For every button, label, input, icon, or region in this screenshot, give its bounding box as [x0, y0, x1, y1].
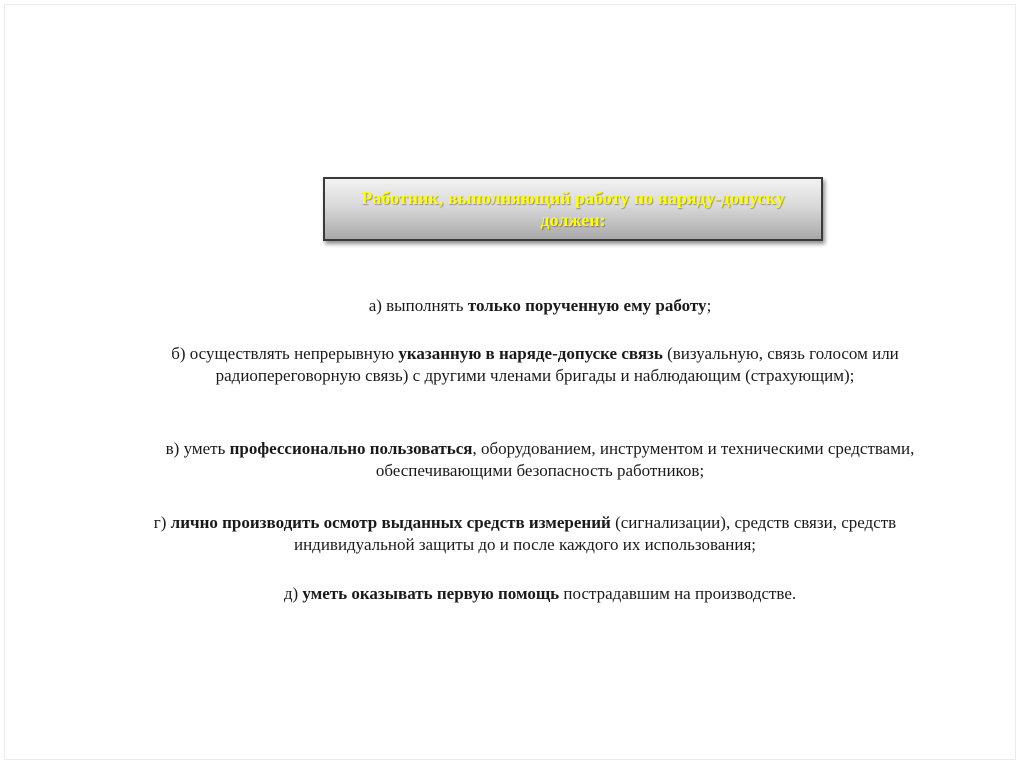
item-e-bold: уметь оказывать первую помощь	[302, 584, 560, 603]
list-item-c	[130, 438, 920, 482]
item-c-text: в) уметь	[165, 439, 230, 458]
list-item-b	[130, 343, 920, 387]
item-b-text: б) осуществлять непрерывную	[171, 344, 399, 363]
list-item-e	[130, 583, 920, 605]
list-item-d	[130, 512, 920, 556]
item-c-tail: , оборудованием, инструментом и техническими средствами, обеспечивающими безопасность работников;	[375, 439, 915, 480]
title-box	[323, 177, 823, 241]
item-d-tail: (сигнализации), средств связи, средств индивидуальной защиты до и после каждого их использования;	[293, 513, 897, 554]
item-d-bold: лично производить осмотр выданных средств измерений	[170, 513, 611, 532]
item-b-bold: указанную в наряде-допуске связь	[398, 344, 663, 363]
list-item-a	[130, 295, 920, 317]
item-c-bold: профессионально пользоваться	[229, 439, 473, 458]
item-e-tail: пострадавшим на производстве.	[559, 584, 797, 603]
item-d-text: г)	[153, 513, 171, 532]
item-a-tail: ;	[706, 296, 712, 315]
item-a-bold: только порученную ему работу	[467, 296, 707, 315]
slide-title: Работник, выполняющий работу по наряду-допуску должен:	[361, 188, 785, 230]
item-b-tail: (визуальную, связь голосом или радиопереговорную связь) с другими членами бригады и наблюдающим (страхующим);	[215, 344, 899, 385]
item-a-text: а) выполнять	[368, 296, 468, 315]
item-e-text: д)	[283, 584, 303, 603]
